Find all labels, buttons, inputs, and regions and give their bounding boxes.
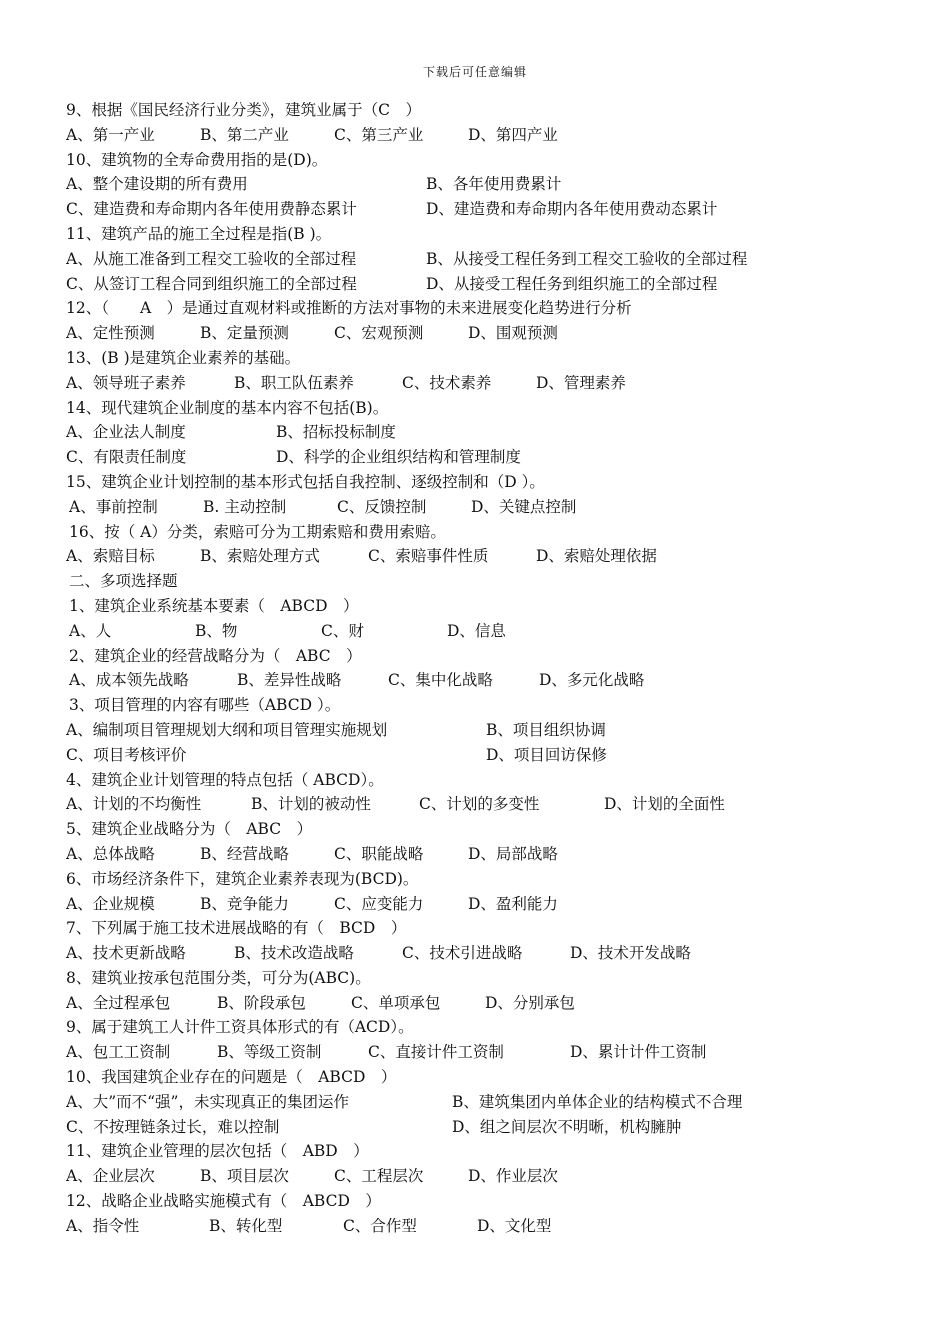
line-text: A、技术更新战略 bbox=[66, 944, 186, 963]
option-text: B、技术改造战略 bbox=[234, 944, 354, 963]
option-text: D、项目回访保修 bbox=[486, 745, 607, 764]
line-text: 2、建筑企业的经营战略分为（ ABC ） bbox=[69, 646, 362, 665]
option-text: B、竞争能力 bbox=[200, 894, 289, 913]
option-text: B、转化型 bbox=[209, 1216, 283, 1235]
text-line bbox=[66, 520, 916, 545]
text-line bbox=[66, 98, 916, 123]
line-text: C、有限责任制度 bbox=[66, 448, 187, 467]
text-line bbox=[66, 817, 916, 842]
option-text: D、围观预测 bbox=[468, 324, 558, 343]
document-body bbox=[66, 98, 916, 1239]
line-text: 13、(B )是建筑企业素养的基础。 bbox=[66, 348, 301, 367]
option-text: D、局部战略 bbox=[468, 844, 558, 863]
line-text: A、整个建设期的所有费用 bbox=[66, 175, 248, 194]
option-text: B、项目层次 bbox=[200, 1167, 289, 1186]
option-text: D、分别承包 bbox=[485, 993, 575, 1012]
text-line bbox=[66, 1115, 916, 1140]
line-text: A、指令性 bbox=[66, 1216, 140, 1235]
option-text: D、信息 bbox=[447, 621, 506, 640]
text-line bbox=[66, 396, 916, 421]
line-text: A、企业法人制度 bbox=[66, 423, 186, 442]
option-text: D、第四产业 bbox=[468, 125, 558, 144]
line-text: A、包工工资制 bbox=[66, 1043, 171, 1062]
text-line bbox=[66, 991, 916, 1016]
option-text: D、从接受工程任务到组织施工的全部过程 bbox=[426, 274, 718, 293]
line-text: A、成本领先战略 bbox=[69, 671, 189, 690]
option-text: C、技术素养 bbox=[402, 373, 492, 392]
text-line bbox=[66, 222, 916, 247]
line-text: 7、下列属于施工技术进展战略的有（ BCD ） bbox=[66, 919, 407, 938]
option-text: D、累计计件工资制 bbox=[570, 1043, 707, 1062]
line-text: 10、我国建筑企业存在的问题是（ ABCD ） bbox=[66, 1068, 397, 1087]
text-line bbox=[66, 941, 916, 966]
option-text: B、等级工资制 bbox=[217, 1043, 322, 1062]
text-line bbox=[66, 693, 916, 718]
option-text: D、作业层次 bbox=[468, 1167, 558, 1186]
line-text: A、大”而不“强”，未实现真正的集团运作 bbox=[66, 1092, 349, 1111]
line-text: 9、根据《国民经济行业分类》，建筑业属于（C ） bbox=[66, 101, 421, 119]
line-text: 16、按（ A）分类，索赔可分为工期索赔和费用索赔。 bbox=[69, 522, 446, 541]
text-line bbox=[66, 569, 916, 594]
option-text: C、计划的多变性 bbox=[419, 795, 540, 814]
option-text: D、组之间层次不明晰，机构臃肿 bbox=[452, 1117, 682, 1136]
line-text: A、计划的不均衡性 bbox=[66, 795, 202, 814]
option-text: B、从接受工程任务到工程交工验收的全部过程 bbox=[426, 249, 748, 268]
option-text: B、物 bbox=[195, 621, 238, 640]
option-text: B、差异性战略 bbox=[237, 671, 342, 690]
option-text: B、定量预测 bbox=[200, 324, 289, 343]
text-line bbox=[66, 718, 916, 743]
line-text: 12、战略企业战略实施模式有（ ABCD ） bbox=[66, 1192, 381, 1211]
text-line bbox=[66, 1189, 916, 1214]
option-text: B、招标投标制度 bbox=[276, 423, 396, 442]
line-text: 14、现代建筑企业制度的基本内容不包括(B)。 bbox=[66, 398, 389, 417]
option-text: B、建筑集团内单体企业的结构模式不合理 bbox=[452, 1092, 743, 1111]
text-line bbox=[66, 1090, 916, 1115]
option-text: C、宏观预测 bbox=[334, 324, 424, 343]
option-text: D、技术开发战略 bbox=[570, 944, 691, 963]
option-text: B、阶段承包 bbox=[217, 993, 306, 1012]
text-line bbox=[66, 668, 916, 693]
line-text: A、事前控制 bbox=[69, 497, 158, 516]
text-line bbox=[66, 966, 916, 991]
option-text: D、文化型 bbox=[477, 1216, 552, 1235]
option-text: C、索赔事件性质 bbox=[368, 547, 489, 566]
option-text: B、经营战略 bbox=[200, 844, 289, 863]
option-text: C、应变能力 bbox=[334, 894, 424, 913]
text-line bbox=[66, 768, 916, 793]
option-text: B、第二产业 bbox=[200, 125, 289, 144]
text-line bbox=[66, 792, 916, 817]
line-text: 6、市场经济条件下，建筑企业素养表现为(BCD)。 bbox=[66, 869, 419, 888]
line-text: 4、建筑企业计划管理的特点包括（ ABCD）。 bbox=[66, 770, 384, 789]
line-text: A、人 bbox=[69, 621, 112, 640]
option-text: B. 主动控制 bbox=[203, 497, 287, 516]
line-text: 3、项目管理的内容有哪些（ABCD ）。 bbox=[69, 696, 341, 715]
text-line bbox=[66, 296, 916, 321]
option-text: D、管理素养 bbox=[536, 373, 626, 392]
line-text: 二、多项选择题 bbox=[69, 572, 178, 591]
option-text: C、职能战略 bbox=[334, 844, 424, 863]
line-text: 15、建筑企业计划控制的基本形式包括自我控制、逐级控制和（D ）。 bbox=[66, 472, 545, 491]
text-line bbox=[66, 892, 916, 917]
line-text: 9、属于建筑工人计件工资具体形式的有（ACD）。 bbox=[66, 1018, 414, 1037]
option-text: C、单项承包 bbox=[351, 993, 441, 1012]
text-line bbox=[66, 1015, 916, 1040]
text-line bbox=[66, 321, 916, 346]
option-text: D、盈利能力 bbox=[468, 894, 558, 913]
text-line bbox=[66, 743, 916, 768]
line-text: A、从施工准备到工程交工验收的全部过程 bbox=[66, 249, 357, 268]
line-text: C、从签订工程合同到组织施工的全部过程 bbox=[66, 274, 357, 293]
text-line bbox=[66, 371, 916, 396]
text-line bbox=[66, 346, 916, 371]
option-text: B、项目组织协调 bbox=[486, 720, 606, 739]
text-line bbox=[66, 544, 916, 569]
line-text: A、企业层次 bbox=[66, 1167, 155, 1186]
line-text: 8、建筑业按承包范围分类，可分为(ABC)。 bbox=[66, 968, 371, 987]
line-text: A、定性预测 bbox=[66, 324, 155, 343]
text-line bbox=[66, 272, 916, 297]
text-line bbox=[66, 1164, 916, 1189]
line-text: 10、建筑物的全寿命费用指的是(D)。 bbox=[66, 150, 328, 169]
text-line bbox=[66, 842, 916, 867]
line-text: C、不按理链条过长，难以控制 bbox=[66, 1117, 280, 1136]
option-text: C、第三产业 bbox=[334, 125, 424, 144]
line-text: 1、建筑企业系统基本要素（ ABCD ） bbox=[69, 596, 359, 615]
option-text: C、技术引进战略 bbox=[402, 944, 523, 963]
text-line bbox=[66, 644, 916, 669]
option-text: B、索赔处理方式 bbox=[200, 547, 320, 566]
line-text: A、索赔目标 bbox=[66, 547, 155, 566]
line-text: A、第一产业 bbox=[66, 125, 155, 144]
option-text: D、计划的全面性 bbox=[604, 795, 725, 814]
option-text: B、职工队伍素养 bbox=[234, 373, 354, 392]
text-line bbox=[66, 445, 916, 470]
option-text: C、直接计件工资制 bbox=[368, 1043, 504, 1062]
option-text: B、计划的被动性 bbox=[251, 795, 371, 814]
option-text: C、财 bbox=[321, 621, 364, 640]
line-text: C、建造费和寿命期内各年使用费静态累计 bbox=[66, 200, 357, 219]
option-text: D、关键点控制 bbox=[471, 497, 577, 516]
line-text: A、领导班子素养 bbox=[66, 373, 186, 392]
option-text: D、多元化战略 bbox=[539, 671, 645, 690]
text-line bbox=[66, 594, 916, 619]
text-line bbox=[66, 148, 916, 173]
option-text: C、工程层次 bbox=[334, 1167, 424, 1186]
option-text: D、索赔处理依据 bbox=[536, 547, 657, 566]
text-line bbox=[66, 867, 916, 892]
text-line bbox=[66, 1214, 916, 1239]
text-line bbox=[66, 1065, 916, 1090]
line-text: A、编制项目管理规划大纲和项目管理实施规划 bbox=[66, 720, 388, 739]
option-text: C、集中化战略 bbox=[388, 671, 493, 690]
option-text: C、合作型 bbox=[343, 1216, 417, 1235]
option-text: D、科学的企业组织结构和管理制度 bbox=[276, 448, 521, 467]
text-line bbox=[66, 123, 916, 148]
option-text: B、各年使用费累计 bbox=[426, 175, 562, 194]
line-text: 12、（ A ）是通过直观材料或推断的方法对事物的未来进展变化趋势进行分析 bbox=[66, 299, 632, 318]
text-line bbox=[66, 1139, 916, 1164]
line-text: 5、建筑企业战略分为（ ABC ） bbox=[66, 820, 313, 839]
page-header: 下载后可任意编辑 bbox=[422, 65, 527, 79]
text-line bbox=[66, 619, 916, 644]
line-text: A、总体战略 bbox=[66, 844, 155, 863]
line-text: 11、建筑产品的施工全过程是指(B )。 bbox=[66, 224, 332, 243]
text-line bbox=[66, 1040, 916, 1065]
text-line bbox=[66, 197, 916, 222]
text-line bbox=[66, 420, 916, 445]
line-text: 11、建筑企业管理的层次包括（ ABD ） bbox=[66, 1142, 369, 1161]
line-text: A、全过程承包 bbox=[66, 993, 171, 1012]
text-line bbox=[66, 916, 916, 941]
text-line bbox=[66, 247, 916, 272]
line-text: A、企业规模 bbox=[66, 894, 155, 913]
option-text: C、反馈控制 bbox=[337, 497, 427, 516]
option-text: D、建造费和寿命期内各年使用费动态累计 bbox=[426, 200, 718, 219]
text-line bbox=[66, 470, 916, 495]
line-text: C、项目考核评价 bbox=[66, 745, 187, 764]
text-line bbox=[66, 495, 916, 520]
text-line bbox=[66, 172, 916, 197]
